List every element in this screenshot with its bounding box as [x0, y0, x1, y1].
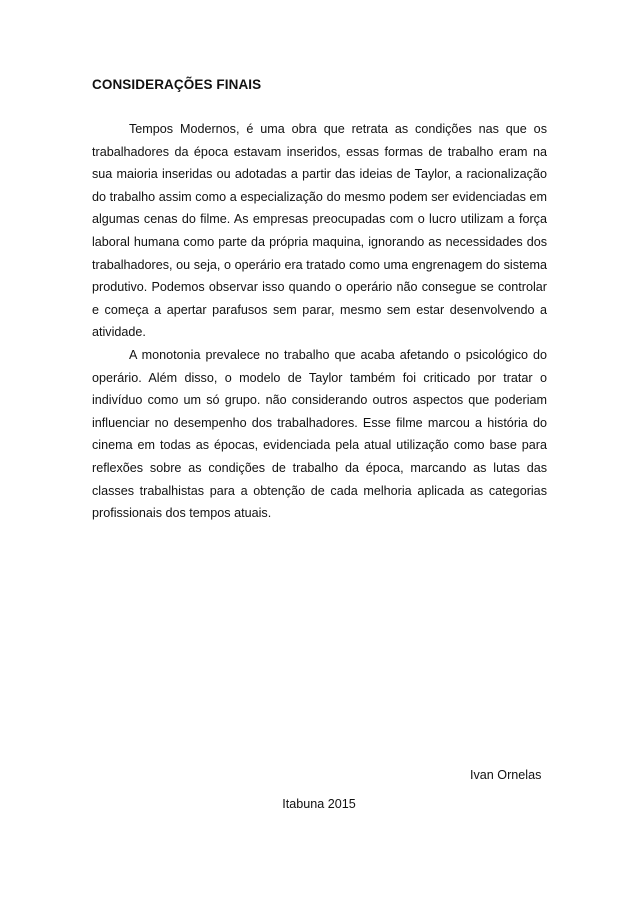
paragraph-2: A monotonia prevalece no trabalho que acaba afetando o psicológico do operário. Além disso, o modelo de Taylor também foi criticado por tratar o indivíduo como um só grupo. não considerando outros aspectos que poderiam influenciar no desempenho dos trabalhadores. Esse filme marcou a história do cinema em todas as épocas, evidenciada pela atual utilização como base para reflexões sobre as condições de trabalho da época, marcando as lutas das classes trabalhistas para a obtenção de cada melhoria aplicada as categorias profissionais dos tempos atuais.: [92, 347, 547, 521]
author-name: Ivan Ornelas: [470, 768, 542, 782]
section-title: CONSIDERAÇÕES FINAIS: [92, 77, 262, 92]
paragraph-1: Tempos Modernos, é uma obra que retrata as condições nas que os trabalhadores da época estavam inseridos, essas formas de trabalho eram na sua maioria inseridas ou adotadas a partir das ideias de Taylor, a racionalização do trabalho assim como a especialização do mesmo podem ser evidenciadas em algumas cenas do filme. As empresas preocupadas com o lucro utilizam a força laboral humana como parte da própria maquina, ignorando as necessidades dos trabalhadores, ou seja, o operário era tratado como uma engrenagem do sistema produtivo. Podemos observar isso quando o operário não consegue se controlar e começa a apertar parafusos sem parar, mesmo sem estar desenvolvendo a atividade.: [92, 122, 547, 340]
body-text: [92, 118, 547, 525]
place-date: Itabuna 2015: [282, 797, 356, 811]
